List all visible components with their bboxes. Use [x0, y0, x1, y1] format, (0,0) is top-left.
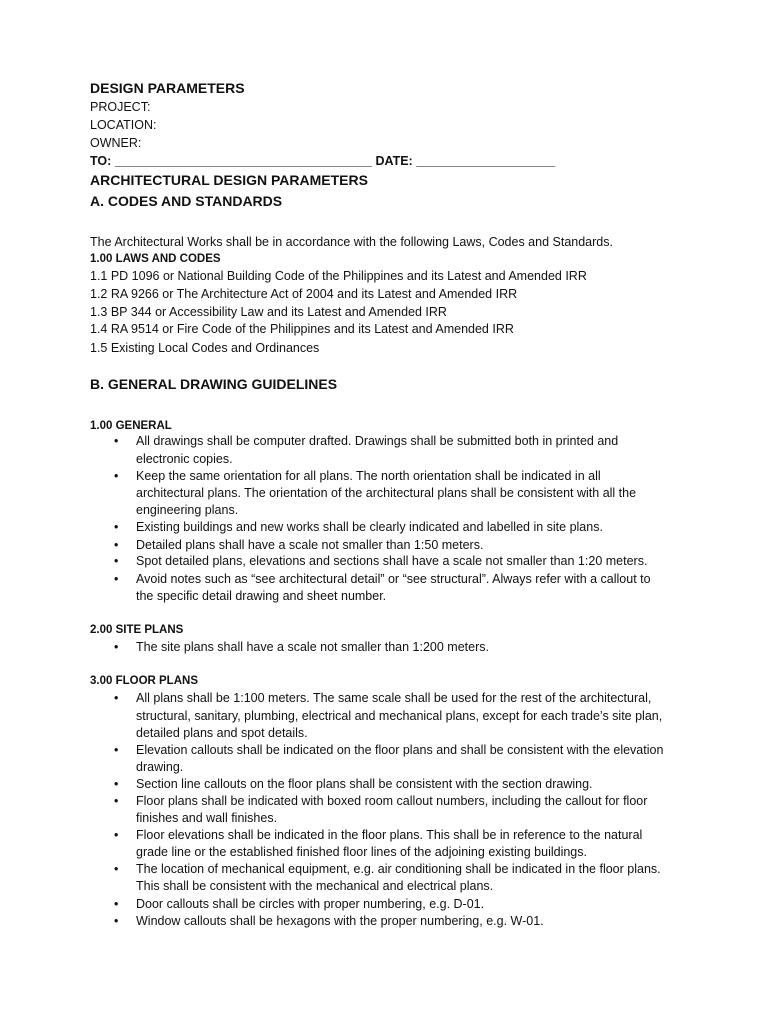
floor-plans-subtitle: 3.00 FLOOR PLANS [90, 675, 198, 687]
floor-bullet-text: Section line callouts on the floor plans shall be consistent with the section drawing. [136, 777, 593, 791]
floor-bullet-text: The location of mechanical equipment, e.g. air conditioning shall be indicated in the floor plans. [136, 862, 661, 876]
bullet-icon: • [114, 777, 119, 791]
general-bullet-text: electronic copies. [136, 452, 233, 466]
document-title: DESIGN PARAMETERS [90, 80, 245, 96]
bullet-icon: • [114, 572, 119, 586]
floor-bullet-text: finishes and wall finishes. [136, 811, 278, 825]
floor-bullet-text: Elevation callouts shall be indicated on the floor plans and shall be consistent with the elevation [136, 743, 664, 757]
general-bullet-text: Existing buildings and new works shall be clearly indicated and labelled in site plans. [136, 520, 603, 534]
bullet-icon: • [114, 691, 119, 705]
general-bullet-text: architectural plans. The orientation of the architectural plans shall be consistent with all the [136, 486, 637, 500]
floor-bullet-text: Floor plans shall be indicated with boxed room callout numbers, including the callout for floor [136, 794, 648, 808]
section-b-title: B. GENERAL DRAWING GUIDELINES [90, 376, 338, 392]
general-bullet-text: Spot detailed plans, elevations and sections shall have a scale not smaller than 1:20 meters. [136, 554, 648, 568]
bullet-icon: • [114, 434, 119, 448]
to-date-line: TO: _____________________________________ DATE: ____________________ [90, 154, 556, 168]
site-bullet-text: The site plans shall have a scale not smaller than 1:200 meters. [136, 640, 489, 654]
floor-bullet-text: Window callouts shall be hexagons with the proper numbering, e.g. W-01. [136, 914, 544, 928]
site-plans-subtitle: 2.00 SITE PLANS [90, 624, 184, 636]
bullet-icon: • [114, 743, 119, 757]
law-item: 1.3 BP 344 or Accessibility Law and its Latest and Amended IRR [90, 305, 447, 319]
floor-bullet-text: detailed plans and spot details. [136, 726, 308, 740]
bullet-icon: • [114, 640, 119, 654]
owner-label: OWNER: [90, 136, 142, 150]
bullet-icon: • [114, 794, 119, 808]
law-item: 1.1 PD 1096 or National Building Code of the Philippines and its Latest and Amended IRR [90, 269, 587, 283]
law-item: 1.4 RA 9514 or Fire Code of the Philippines and its Latest and Amended IRR [90, 322, 514, 336]
general-bullet-text: engineering plans. [136, 503, 239, 517]
general-bullet-text: Avoid notes such as “see architectural detail” or “see structural”. Always refer with a callout to [136, 572, 651, 586]
bullet-icon: • [114, 554, 119, 568]
location-label: LOCATION: [90, 118, 157, 132]
section-a-intro: The Architectural Works shall be in accordance with the following Laws, Codes and Standards. [90, 235, 613, 249]
law-item: 1.2 RA 9266 or The Architecture Act of 2004 and its Latest and Amended IRR [90, 287, 518, 301]
general-bullet-text: the specific detail drawing and sheet number. [136, 589, 387, 603]
bullet-icon: • [114, 538, 119, 552]
floor-bullet-text: structural, sanitary, plumbing, electrical and mechanical plans, except for each trade’s site plan, [136, 709, 663, 723]
law-item: 1.5 Existing Local Codes and Ordinances [90, 341, 320, 355]
general-bullet-text: Keep the same orientation for all plans. The north orientation shall be indicated in all [136, 469, 601, 483]
general-bullet-text: All drawings shall be computer drafted. Drawings shall be submitted both in printed and [136, 434, 619, 448]
general-bullet-text: Detailed plans shall have a scale not smaller than 1:50 meters. [136, 538, 484, 552]
floor-bullet-text: All plans shall be 1:100 meters. The same scale shall be used for the rest of the architectural, [136, 691, 652, 705]
bullet-icon: • [114, 914, 119, 928]
general-subtitle: 1.00 GENERAL [90, 420, 172, 432]
bullet-icon: • [114, 520, 119, 534]
floor-bullet-text: drawing. [136, 760, 184, 774]
section-a-title: A. CODES AND STANDARDS [90, 193, 283, 209]
bullet-icon: • [114, 828, 119, 842]
bullet-icon: • [114, 469, 119, 483]
floor-bullet-text: This shall be consistent with the mechanical and electrical plans. [136, 879, 494, 893]
architectural-title: ARCHITECTURAL DESIGN PARAMETERS [90, 172, 368, 188]
laws-codes-subtitle: 1.00 LAWS AND CODES [90, 253, 221, 265]
bullet-icon: • [114, 897, 119, 911]
floor-bullet-text: grade line or the established finished floor lines of the adjoining existing buildings. [136, 845, 587, 859]
bullet-icon: • [114, 862, 119, 876]
project-label: PROJECT: [90, 100, 151, 114]
floor-bullet-text: Door callouts shall be circles with proper numbering, e.g. D-01. [136, 897, 485, 911]
floor-bullet-text: Floor elevations shall be indicated in the floor plans. This shall be in reference to the natural [136, 828, 643, 842]
